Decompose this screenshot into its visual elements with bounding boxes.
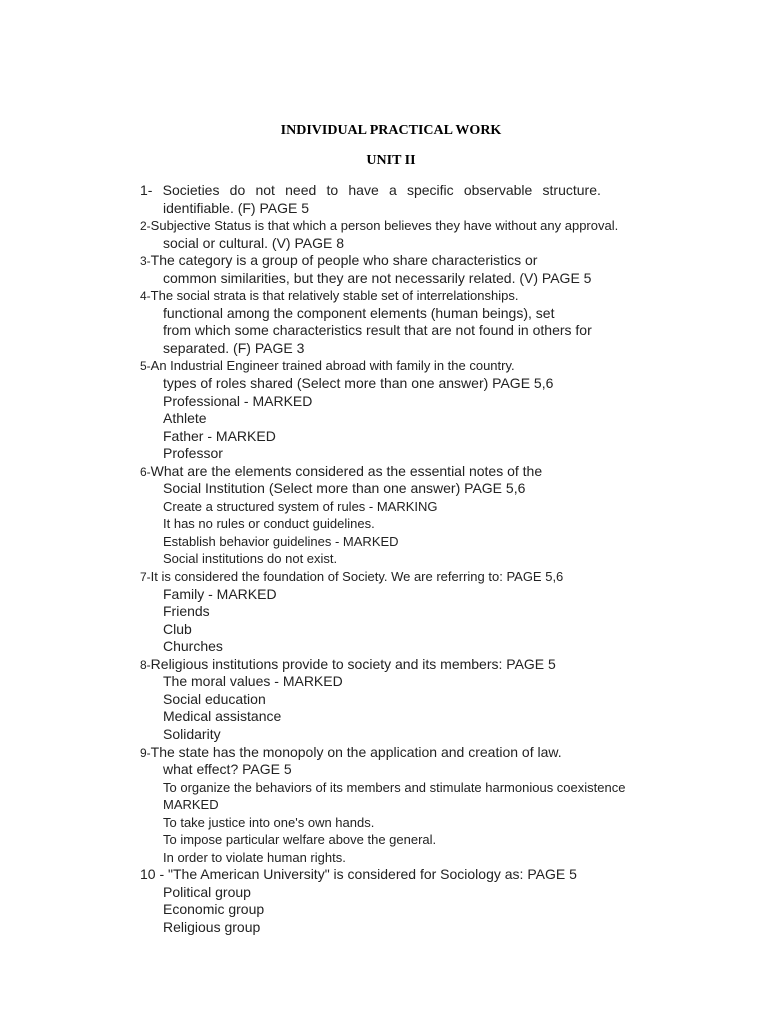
word: a [388,182,397,198]
question-9-option: MARKED [163,797,219,813]
question-text: It is considered the foundation of Society. We are referring to: PAGE 5,6 [150,569,564,585]
word: specific [406,182,454,198]
word: do [229,182,246,198]
question-10-option: Political group [163,883,251,900]
question-number: 9- [140,745,151,760]
question-1-line-1 [140,182,601,200]
word: observable [463,182,533,198]
question-9-line-2: what effect? PAGE 5 [163,761,292,778]
question-9-option: To impose particular welfare above the general. [163,832,437,848]
word: Societies [162,182,220,198]
word: not [255,182,275,198]
question-3-line-2: common similarities, but they are not necessarily related. (V) PAGE 5 [163,269,592,286]
question-2-line-1 [140,217,640,235]
question-7-option: Family - MARKED [163,585,277,602]
question-3-line-1 [140,252,640,270]
question-7-option: Churches [163,638,223,655]
question-4-line-2: functional among the component elements (human beings), set [163,304,555,321]
question-list [140,182,640,937]
question-text: The state has the monopoly on the application and creation of law. [150,743,562,760]
question-text: The category is a group of people who share characteristics or [150,252,538,269]
question-6-option: Create a structured system of rules - MARKING [163,498,438,514]
question-2-line-2: social or cultural. (V) PAGE 8 [163,234,345,251]
question-5-option: Athlete [163,410,207,427]
question-9-line-1 [140,744,640,762]
question-4-line-4: separated. (F) PAGE 3 [163,339,305,356]
question-text: Religious institutions provide to society and its members: PAGE 5 [150,655,556,672]
question-8-option: The moral values - MARKED [163,673,343,690]
question-6-option: It has no rules or conduct guidelines. [163,516,375,532]
question-5-option: Professor [163,445,223,462]
question-10-line-1: 10 - "The American University" is considered for Sociology as: PAGE 5 [140,866,577,883]
question-8-option: Solidarity [163,725,221,742]
question-9-option: To organize the behaviors of its members and stimulate harmonious coexistence [163,779,626,795]
question-text: Subjective Status is that which a person believes they have without any approval. [150,218,619,234]
question-5-line-2: types of roles shared (Select more than one answer) PAGE 5,6 [163,375,554,392]
word: have [348,182,379,198]
question-10-option: Religious group [163,918,261,935]
question-6-line-2: Social Institution (Select more than one answer) PAGE 5,6 [163,480,526,497]
question-7-option: Friends [163,603,210,620]
question-7-option: Club [163,620,192,637]
question-9-option: To take justice into one's own hands. [163,814,375,830]
word: need [285,182,317,198]
question-4-line-1 [140,287,640,305]
question-number: 7- [140,570,151,585]
question-number: 2- [140,219,151,234]
question-text: The social strata is that relatively stable set of interrelationships. [150,288,519,304]
question-text: An Industrial Engineer trained abroad with family in the country. [150,358,515,374]
unit-heading: UNIT II [366,153,416,168]
word: to [326,182,339,198]
question-number: 4- [140,289,151,304]
question-5-option: Professional - MARKED [163,392,313,409]
question-8-option: Social education [163,690,266,707]
question-1-line-2: identifiable. (F) PAGE 5 [163,199,310,216]
question-number: 5- [140,359,151,374]
word: structure. [542,182,601,198]
question-5-option: Father - MARKED [163,427,276,444]
question-number: 3- [140,254,151,269]
question-number: 1- [140,182,153,198]
question-6-option: Establish behavior guidelines - MARKED [163,533,399,549]
question-5-line-1 [140,357,640,375]
document-title: INDIVIDUAL PRACTICAL WORK [280,123,502,138]
question-text: What are the elements considered as the essential notes of the [150,462,543,479]
question-7-line-1 [140,568,640,586]
question-number: 6- [140,464,151,479]
question-4-line-3: from which some characteristics result that are not found in others for [163,322,592,339]
question-number: 8- [140,657,151,672]
question-10-option: Economic group [163,901,265,918]
question-8-line-1 [140,656,640,674]
question-6-line-1 [140,463,640,481]
question-6-option: Social institutions do not exist. [163,551,338,567]
question-9-option: In order to violate human rights. [163,849,346,865]
question-8-option: Medical assistance [163,708,282,725]
